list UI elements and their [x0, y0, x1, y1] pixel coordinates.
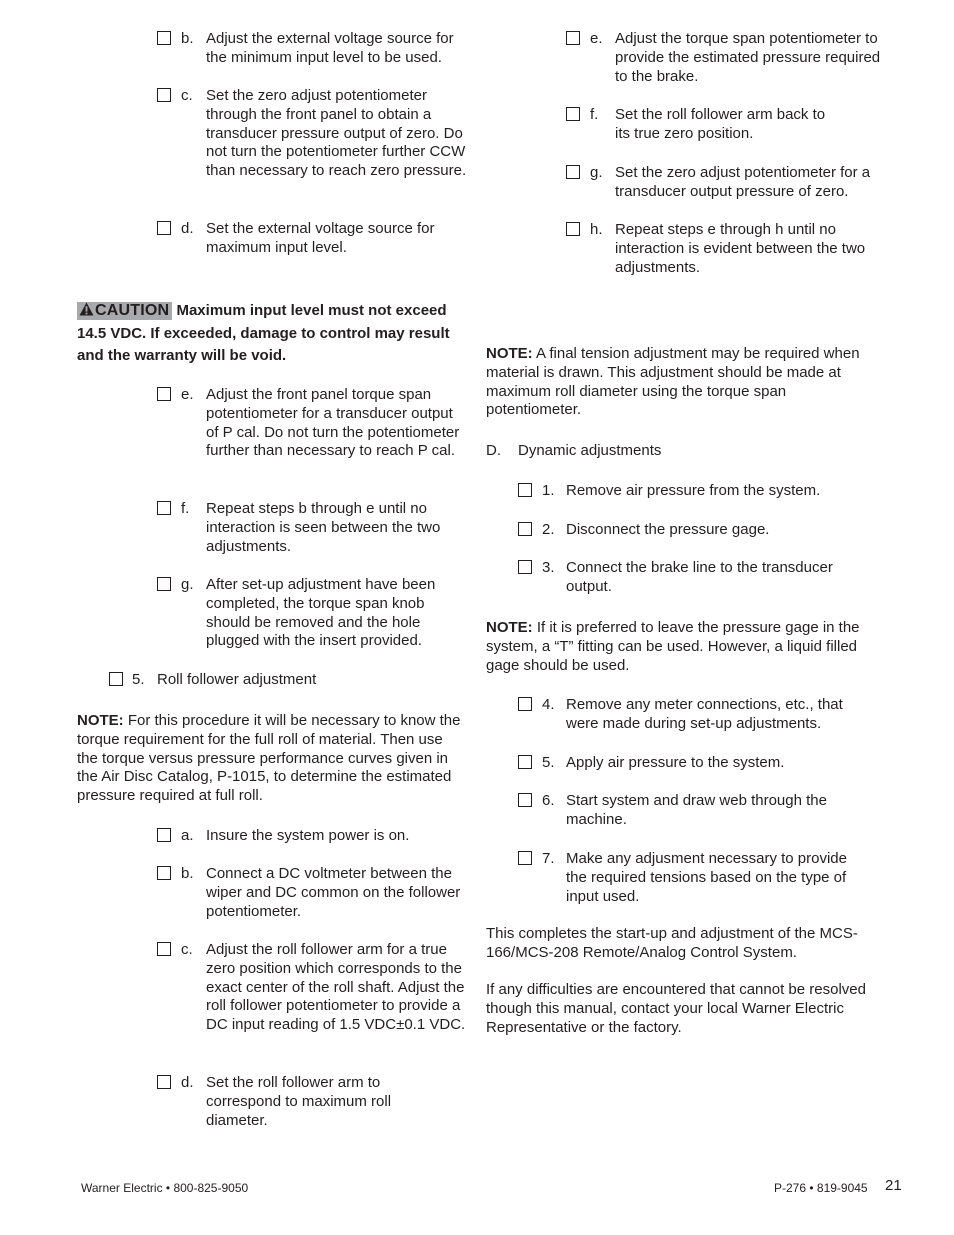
right-step-h-text: Repeat steps e through h until no interaction is evident between the two adjustments.: [615, 221, 866, 276]
step-e-label: e.: [181, 386, 194, 403]
dyn-step-4-checkbox[interactable]: [518, 697, 532, 711]
right-step-g-label: g.: [590, 164, 603, 181]
step-d-text: Set the external voltage source for maximum input level.: [206, 220, 435, 256]
roll-step-b-label: b.: [181, 865, 194, 882]
roll-step-a-label: a.: [181, 827, 194, 844]
step-f-text: Repeat steps b through e until no interaction is seen between the two adjustments.: [206, 500, 441, 555]
footer-doc-number: P-276 • 819-9045: [774, 1181, 868, 1195]
step-5-checkbox[interactable]: [109, 672, 123, 686]
caution-badge: [77, 302, 172, 320]
dyn-step-4-label: 4.: [542, 696, 555, 713]
section-d-label: D.: [486, 442, 501, 459]
right-step-f-checkbox[interactable]: [566, 107, 580, 121]
dyn-step-1-label: 1.: [542, 482, 555, 499]
dyn-step-7-label: 7.: [542, 850, 555, 867]
dyn-step-1-checkbox[interactable]: [518, 483, 532, 497]
dyn-step-2-checkbox[interactable]: [518, 522, 532, 536]
dyn-step-3-checkbox[interactable]: [518, 560, 532, 574]
warning-triangle-icon: [79, 302, 94, 316]
dyn-step-6-label: 6.: [542, 792, 555, 809]
step-e-text: Adjust the front panel torque span potentiometer for a transducer output of P cal. Do not turn the potentiometer further than necessary to reach P cal.: [206, 386, 460, 460]
roll-step-a-text: Insure the system power is on.: [206, 827, 410, 844]
dyn-step-7-text: Make any adjusment necessary to provide the required tensions based on the type of input used.: [566, 850, 847, 905]
right-step-g-checkbox[interactable]: [566, 165, 580, 179]
step-f-checkbox[interactable]: [157, 501, 171, 515]
step-g-checkbox[interactable]: [157, 577, 171, 591]
step-g-text: After set-up adjustment have been completed, the torque span knob should be removed and the hole plugged with the insert provided.: [206, 576, 436, 650]
dyn-step-2-text: Disconnect the pressure gage.: [566, 521, 770, 538]
roll-step-c-text: Adjust the roll follower arm for a true zero position which corresponds to the exact center of the roll shaft. Adjust the roll follower potentiometer to provide a DC input reading of 1.5 VDC±0.1 VDC.: [206, 941, 466, 1034]
note-text: For this procedure it will be necessary to know the torque requirement for the full roll of material. Then use the torque versus pressure performance curves given in the Air Disc Catalog, P-1015, to determine the estimated pressure required at full roll.: [77, 712, 461, 805]
right-step-e-checkbox[interactable]: [566, 31, 580, 45]
dyn-step-4-text: Remove any meter connections, etc., that were made during set-up adjustments.: [566, 696, 843, 732]
closing-paragraph-1: This completes the start-up and adjustment of the MCS-166/MCS-208 Remote/Analog Control System.: [486, 925, 858, 961]
roll-step-a-checkbox[interactable]: [157, 828, 171, 842]
dyn-step-7-checkbox[interactable]: [518, 851, 532, 865]
roll-step-b-text: Connect a DC voltmeter between the wiper and DC common on the follower potentiometer.: [206, 865, 461, 920]
note-final-tension: [486, 345, 878, 420]
roll-step-d-text: Set the roll follower arm to correspond to maximum roll diameter.: [206, 1074, 392, 1129]
roll-step-b-checkbox[interactable]: [157, 866, 171, 880]
caution-text: Maximum input level must not exceed 14.5 VDC. If exceeded, damage to control may result and the warranty will be void.: [77, 302, 450, 365]
section-d-title: Dynamic adjustments: [518, 442, 662, 459]
note-prefix: NOTE:: [486, 619, 533, 636]
roll-step-d-checkbox[interactable]: [157, 1075, 171, 1089]
step-c-checkbox[interactable]: [157, 88, 171, 102]
note-text: If it is preferred to leave the pressure gage in the system, a “T” fitting can be used. However, a liquid filled gage should be used.: [486, 619, 860, 674]
right-step-h-label: h.: [590, 221, 603, 238]
caution-badge-text: CAUTION: [95, 302, 170, 319]
dyn-step-6-checkbox[interactable]: [518, 793, 532, 807]
roll-step-c-label: c.: [181, 941, 193, 958]
dyn-step-3-label: 3.: [542, 559, 555, 576]
note-text: A final tension adjustment may be required when material is drawn. This adjustment should be made at maximum roll diameter using the torque span potentiometer.: [486, 345, 860, 419]
right-step-f-text: Set the roll follower arm back to its true zero position.: [615, 106, 826, 142]
right-step-e-text: Adjust the torque span potentiometer to provide the estimated pressure required to the brake.: [615, 30, 881, 85]
note-prefix: NOTE:: [486, 345, 533, 362]
step-c-text: Set the zero adjust potentiometer through the front panel to obtain a transducer pressure output of zero. Do not turn the potentiometer further CCW than necessary to reach zero pressure.: [206, 87, 467, 180]
page-number: 21: [885, 1177, 902, 1194]
dyn-step-5-text: Apply air pressure to the system.: [566, 754, 785, 771]
step-5-text: Roll follower adjustment: [157, 671, 317, 688]
closing-paragraph-2: If any difficulties are encountered that cannot be resolved though this manual, contact your local Warner Electric Representative or the factory.: [486, 981, 866, 1036]
dyn-step-6-text: Start system and draw web through the machine.: [566, 792, 827, 828]
step-5-label: 5.: [132, 671, 145, 688]
step-c-label: c.: [181, 87, 193, 104]
right-step-e-label: e.: [590, 30, 603, 47]
dyn-step-5-label: 5.: [542, 754, 555, 771]
step-b-text: Adjust the external voltage source for the minimum input level to be used.: [206, 30, 454, 66]
step-e-checkbox[interactable]: [157, 387, 171, 401]
note-prefix: NOTE:: [77, 712, 124, 729]
dyn-step-3-text: Connect the brake line to the transducer output.: [566, 559, 833, 595]
step-g-label: g.: [181, 576, 194, 593]
roll-step-c-checkbox[interactable]: [157, 942, 171, 956]
step-d-checkbox[interactable]: [157, 221, 171, 235]
dyn-step-2-label: 2.: [542, 521, 555, 538]
dyn-step-5-checkbox[interactable]: [518, 755, 532, 769]
footer-company: Warner Electric • 800-825-9050: [81, 1181, 249, 1195]
step-f-label: f.: [181, 500, 190, 517]
dyn-step-1-text: Remove air pressure from the system.: [566, 482, 821, 499]
right-step-g-text: Set the zero adjust potentiometer for a transducer output pressure of zero.: [615, 164, 871, 200]
step-b-label: b.: [181, 30, 194, 47]
right-step-h-checkbox[interactable]: [566, 222, 580, 236]
caution-notice: [77, 300, 472, 368]
step-d-label: d.: [181, 220, 194, 237]
roll-step-d-label: d.: [181, 1074, 194, 1091]
note-pressure-gage: [486, 619, 881, 675]
note-roll-follower: [77, 712, 467, 806]
step-b-checkbox[interactable]: [157, 31, 171, 45]
right-step-f-label: f.: [590, 106, 599, 123]
